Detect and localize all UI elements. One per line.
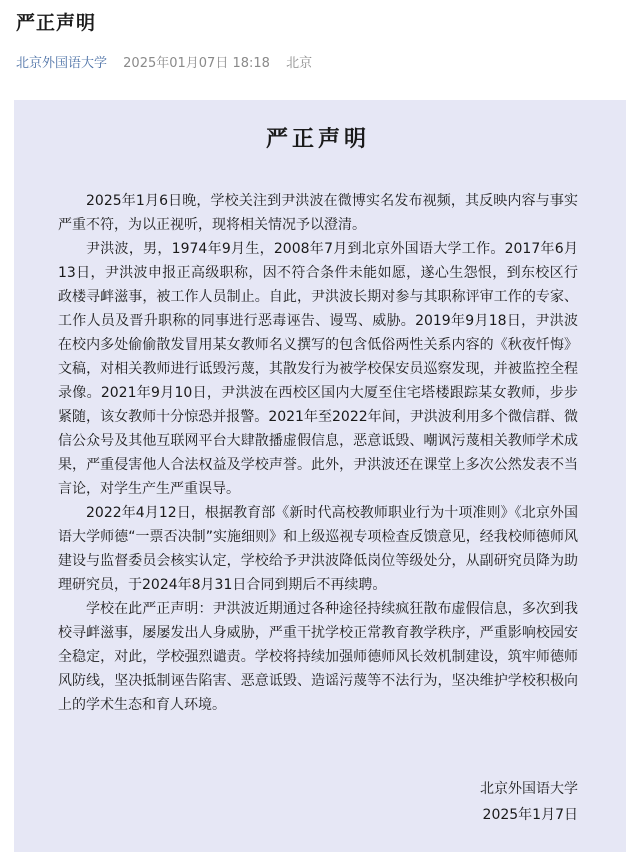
notice-image xyxy=(14,100,626,852)
notice-paragraph-1: 2025年1月6日晚，学校关注到尹洪波在微博实名发布视频，其反映内容与事实严重不符，为以正视听，现将相关情况予以澄清。 xyxy=(58,193,578,233)
post-meta xyxy=(16,52,312,71)
notice-signature: 北京外国语大学 xyxy=(480,781,578,797)
post-title: 严正声明 xyxy=(16,12,97,34)
account-name-link[interactable]: 北京外国语大学 xyxy=(16,56,108,71)
notice-date: 2025年1月7日 xyxy=(482,807,578,823)
notice-paragraph-3: 2022年4月12日，根据教育部《新时代高校教师职业行为十项准则》《北京外国语大学师德“一票否决制”实施细则》和上级巡视专项检查反馈意见，经我校师德师风建设与监督委员会核实认定，学校给予尹洪波降低岗位等级处分，从副研究员降为助理研究员，于2024年8月31日合同到期后不再续聘。 xyxy=(58,505,578,593)
notice-paragraph-4: 学校在此严正声明：尹洪波近期通过各种途径持续疯狂散布虚假信息，多次到我校寻衅滋事，屡屡发出人身威胁，严重干扰学校正常教育教学秩序，严重影响校园安全稳定，对此，学校强烈谴责。学校将持续加强师德师风长效机制建设，筑牢师德师风防线，坚决抵制诬告陷害、恶意诋毁、造谣污蔑等不法行为，坚决维护学校积极向上的学术生态和育人环境。 xyxy=(58,601,578,713)
notice-signature-block xyxy=(480,776,578,828)
notice-paragraph-2: 尹洪波，男，1974年9月生，2008年7月到北京外国语大学工作。2017年6月13日，尹洪波申报正高级职称，因不符合条件未能如愿，遂心生怨恨，到东校区行政楼寻衅滋事，被工作人员制止。自此，尹洪波长期对参与其职称评审工作的专家、工作人员及晋升职称的同事进行恶毒诬告、谩骂、威胁。2019年9月18日，尹洪波在校内多处偷偷散发冒用某女教师名义撰写的包含低俗两性关系内容的《秋夜忏悔》文稿，对相关教师进行诋毁污蔑，其散发行为被学校保安员巡察发现，并被监控全程录像。2021年9月10日，尹洪波在西校区国内大厦至住宅塔楼跟踪某女教师，步步紧随，该女教师十分惊恐并报警。2021年至2022年间，尹洪波利用多个微信群、微信公众号及其他互联网平台大肆散播虚假信息，恶意诋毁、嘲讽污蔑相关教师学术成果，严重侵害他人合法权益及学校声誉。此外，尹洪波还在课堂上多次公然发表不当言论，对学生产生严重误导。 xyxy=(58,241,578,497)
publish-location: 北京 xyxy=(286,56,313,71)
publish-time: 2025年01月07日 18:18 xyxy=(123,56,270,71)
notice-heading: 严正声明 xyxy=(265,127,370,152)
